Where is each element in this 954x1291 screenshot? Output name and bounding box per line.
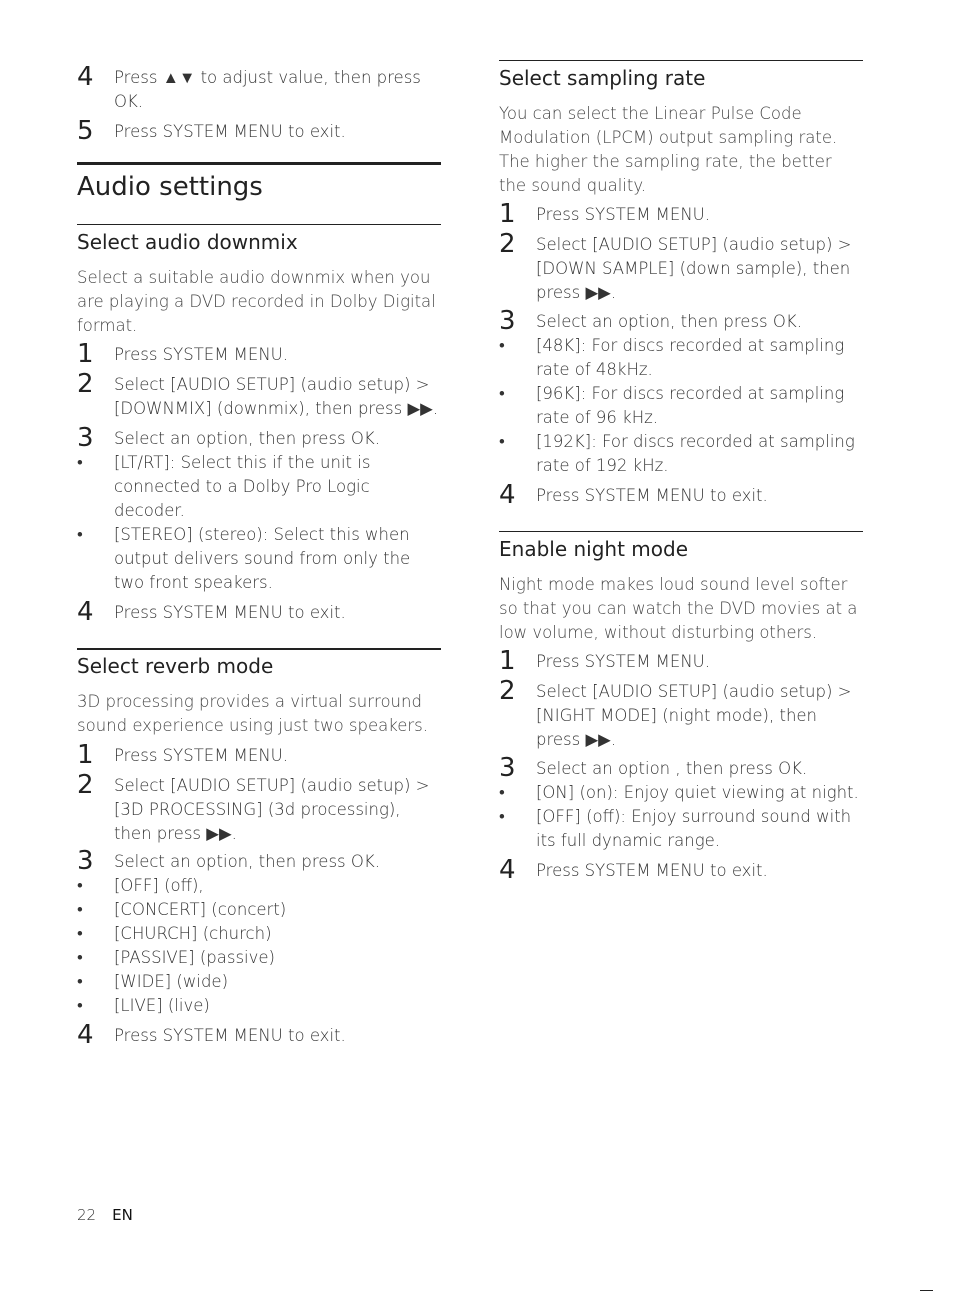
night-title: Enable night mode	[499, 537, 689, 561]
step-5-exit: 5 Press SYSTEM MENU to exit.	[77, 116, 346, 146]
sampling-step-1: 1 Press SYSTEM MENU.	[499, 199, 711, 229]
option-text: [LT/RT]: Select this if the unit is connected to a Dolby Pro Logic decoder.	[114, 453, 371, 520]
option-text: [WIDE] (wide)	[114, 972, 229, 991]
sampling-step-2: 2 Select [AUDIO SETUP] (audio setup) > [DOWN SAMPLE] (down sample), then press ▶▶.	[499, 229, 852, 302]
reverb-option: • [CHURCH] (church)	[77, 924, 272, 943]
page-footer	[77, 1206, 133, 1224]
option-text: [ON] (on): Enjoy quiet viewing at night.	[536, 783, 859, 802]
step-text: Press SYSTEM MENU to exit.	[114, 1026, 346, 1045]
downmix-option-stereo: • [STEREO] (stereo): Select this when output delivers sound from only the two front speakers.	[77, 525, 411, 592]
option-text: [CONCERT] (concert)	[114, 900, 287, 919]
section-title: Audio settings	[77, 172, 263, 202]
option-text: [OFF] (off): Enjoy surround sound with its full dynamic range.	[536, 807, 852, 850]
option-text: [48K]: For discs recorded at sampling rate of 48kHz.	[536, 336, 845, 379]
step-text: Press SYSTEM MENU to exit.	[536, 486, 768, 505]
page-number: 22	[77, 1206, 97, 1224]
step-text: Press SYSTEM MENU to exit.	[114, 603, 346, 622]
downmix-title: Select audio downmix	[77, 230, 298, 254]
sampling-intro: You can select the Linear Pulse Code Modulation (LPCM) output sampling rate. The higher the sampling rate, the better the sound quality.	[499, 104, 838, 195]
step-text: Select an option, then press OK.	[114, 429, 380, 448]
option-text: [192K]: For discs recorded at sampling rate of 192 kHz.	[536, 432, 855, 475]
reverb-step-4: 4 Press SYSTEM MENU to exit.	[77, 1020, 346, 1050]
reverb-step-1: 1 Press SYSTEM MENU.	[77, 740, 289, 770]
sampling-step-4: 4 Press SYSTEM MENU to exit.	[499, 480, 768, 510]
sampling-option-96k: • [96K]: For discs recorded at sampling rate of 96 kHz.	[499, 384, 845, 427]
reverb-step-2: 2 Select [AUDIO SETUP] (audio setup) > [3D PROCESSING] (3d processing), then press ▶▶.	[77, 770, 430, 843]
night-section	[499, 531, 863, 883]
top-steps	[77, 62, 441, 146]
option-text: [CHURCH] (church)	[114, 924, 272, 943]
night-option-on: • [ON] (on): Enjoy quiet viewing at night.	[499, 783, 859, 802]
step-text: Select an option, then press OK.	[114, 852, 380, 871]
step-text: Press SYSTEM MENU to exit.	[536, 861, 768, 880]
night-option-off: • [OFF] (off): Enjoy surround sound with its full dynamic range.	[499, 807, 852, 850]
sampling-section	[499, 60, 863, 508]
step-text: Press SYSTEM MENU.	[536, 205, 711, 224]
step-text: Select [AUDIO SETUP] (audio setup) > [NIGHT MODE] (night mode), then press ▶▶.	[536, 682, 852, 749]
step-text: Select [AUDIO SETUP] (audio setup) > [DOWN SAMPLE] (down sample), then press ▶▶.	[536, 235, 852, 302]
reverb-title: Select reverb mode	[77, 654, 274, 678]
step-text: Select an option, then press OK.	[536, 312, 802, 331]
reverb-option: • [CONCERT] (concert)	[77, 900, 287, 919]
night-step-4: 4 Press SYSTEM MENU to exit.	[499, 855, 768, 885]
section-rule	[77, 648, 441, 650]
downmix-step-1: 1 Press SYSTEM MENU.	[77, 339, 289, 369]
night-step-3: 3 Select an option , then press OK.	[499, 753, 808, 783]
option-text: [96K]: For discs recorded at sampling rate of 96 kHz.	[536, 384, 845, 427]
night-step-1: 1 Press SYSTEM MENU.	[499, 646, 711, 676]
option-text: [STEREO] (stereo): Select this when output delivers sound from only the two front speakers.	[114, 525, 411, 592]
step-text: Press SYSTEM MENU.	[114, 746, 289, 765]
reverb-option: • [PASSIVE] (passive)	[77, 948, 275, 967]
section-rule	[499, 531, 863, 532]
reverb-section	[77, 648, 441, 1048]
downmix-option-ltrt: • [LT/RT]: Select this if the unit is connected to a Dolby Pro Logic decoder.	[77, 453, 371, 520]
reverb-step-3: 3 Select an option, then press OK.	[77, 846, 380, 876]
downmix-section	[77, 224, 441, 625]
step-text: Select an option , then press OK.	[536, 759, 808, 778]
downmix-step-2: 2 Select [AUDIO SETUP] (audio setup) > [DOWNMIX] (downmix), then press ▶▶.	[77, 369, 439, 418]
step-text: Select [AUDIO SETUP] (audio setup) > [3D PROCESSING] (3d processing), then press ▶▶.	[114, 776, 430, 843]
sampling-step-3: 3 Select an option, then press OK.	[499, 306, 802, 336]
option-text: [PASSIVE] (passive)	[114, 948, 275, 967]
step-text: Select [AUDIO SETUP] (audio setup) > [DOWNMIX] (downmix), then press ▶▶.	[114, 375, 439, 418]
night-step-2: 2 Select [AUDIO SETUP] (audio setup) > [NIGHT MODE] (night mode), then press ▶▶.	[499, 676, 852, 749]
step-4-adjust: 4 Press ▲▼ to adjust value, then press OK.	[77, 62, 421, 111]
downmix-step-3: 3 Select an option, then press OK.	[77, 423, 380, 453]
option-text: [OFF] (off),	[114, 876, 204, 895]
reverb-option: • [OFF] (off),	[77, 876, 204, 895]
step-text: Press SYSTEM MENU to exit.	[114, 122, 346, 141]
night-intro: Night mode makes loud sound level softer so that you can watch the DVD movies at a low volume, without disturbing others.	[499, 575, 858, 642]
reverb-option: • [LIVE] (live)	[77, 996, 210, 1015]
step-text: Press SYSTEM MENU.	[536, 652, 711, 671]
reverb-intro: 3D processing provides a virtual surround sound experience using just two speakers.	[77, 692, 428, 735]
sampling-option-192k: • [192K]: For discs recorded at sampling rate of 192 kHz.	[499, 432, 855, 475]
sampling-option-48k: • [48K]: For discs recorded at sampling rate of 48kHz.	[499, 336, 845, 379]
language-code: EN	[112, 1206, 133, 1224]
section-rule	[77, 224, 441, 225]
audio-settings-heading-block	[77, 162, 441, 202]
reverb-option: • [WIDE] (wide)	[77, 972, 229, 991]
downmix-step-4: 4 Press SYSTEM MENU to exit.	[77, 597, 346, 627]
section-rule	[499, 60, 863, 61]
downmix-intro: Select a suitable audio downmix when you are playing a DVD recorded in Dolby Digital format.	[77, 268, 436, 335]
thick-rule	[77, 162, 441, 165]
step-text: Press SYSTEM MENU.	[114, 345, 289, 364]
step-text: Press ▲▼ to adjust value, then press OK.	[114, 68, 421, 111]
sampling-title: Select sampling rate	[499, 66, 706, 90]
option-text: [LIVE] (live)	[114, 996, 210, 1015]
